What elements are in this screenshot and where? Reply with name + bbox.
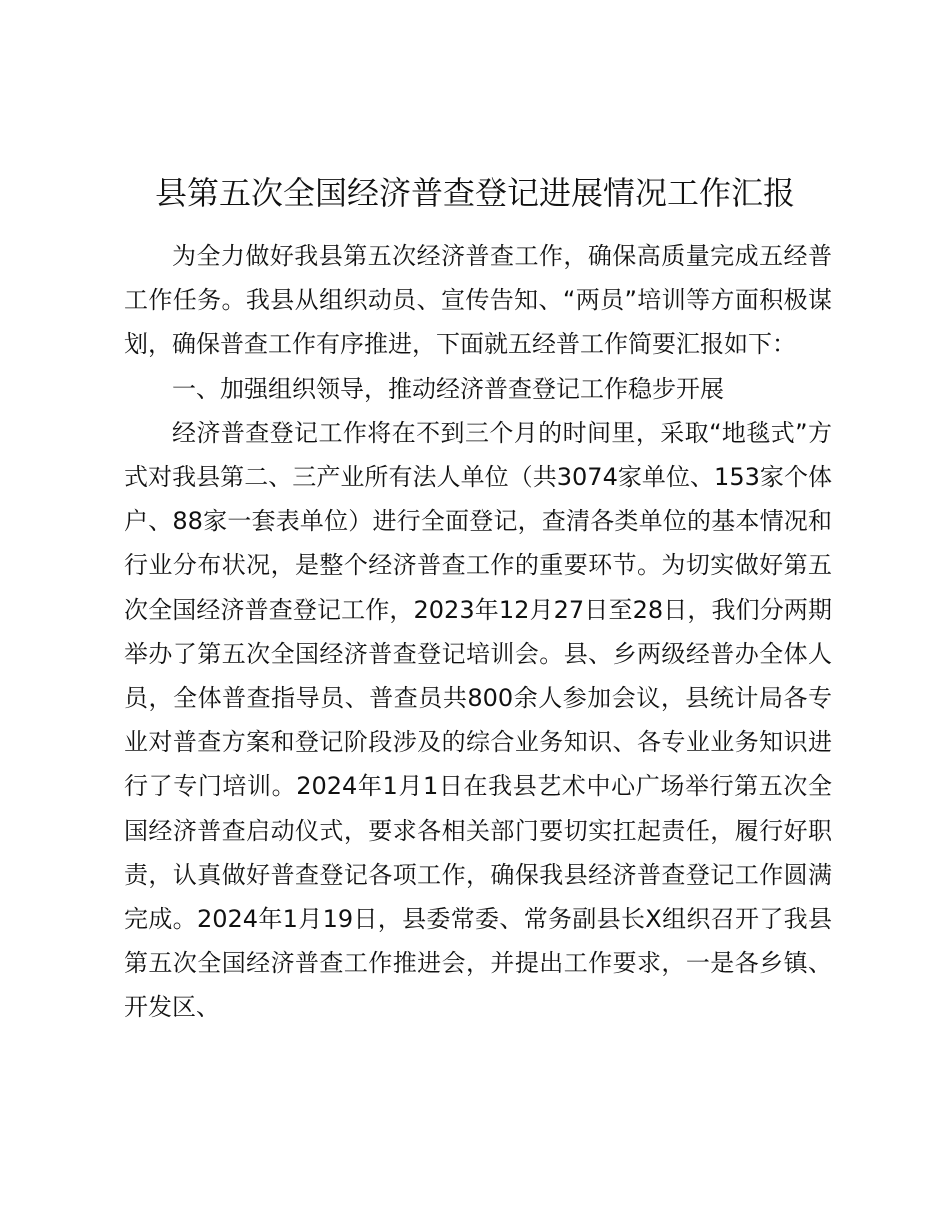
section-heading-1: 一、加强组织领导，推动经济普查登记工作稳步开展 <box>172 374 724 403</box>
intro-paragraph: 为全力做好我县第五次经济普查工作，确保高质量完成五经普工作任务。我县从组织动员、宣传告知、“两员”培训等方面积极谋划，确保普查工作有序推进，下面就五经普工作简要汇报如下： <box>124 242 832 359</box>
document-body <box>124 234 832 1030</box>
body-paragraph: 经济普查登记工作将在不到三个月的时间里，采取“地毯式”方式对我县第二、三产业所有法人单位（共3074家单位、153家个体户、88家一套表单位）进行全面登记，查清各类单位的基本情况和行业分布状况，是整个经济普查工作的重要环节。为切实做好第五次全国经济普查登记工作，2023年12月27日至28日，我们分两期举办了第五次全国经济普查登记培训会。县、乡两级经普办全体人员，全体普查指导员、普查员共800余人参加会议，县统计局各专业对普查方案和登记阶段涉及的综合业务知识、各专业业务知识进行了专门培训。2024年1月1日在我县艺术中心广场举行第五次全国经济普查启动仪式，要求各相关部门要切实扛起责任，履行好职责，认真做好普查登记各项工作，确保我县经济普查登记工作圆满完成。2024年1月19日，县委常委、常务副县长X组织召开了我县第五次全国经济普查工作推进会，并提出工作要求，一是各乡镇、开发区、 <box>124 418 832 1022</box>
document-title: 县第五次全国经济普查登记进展情况工作汇报 <box>154 174 795 212</box>
